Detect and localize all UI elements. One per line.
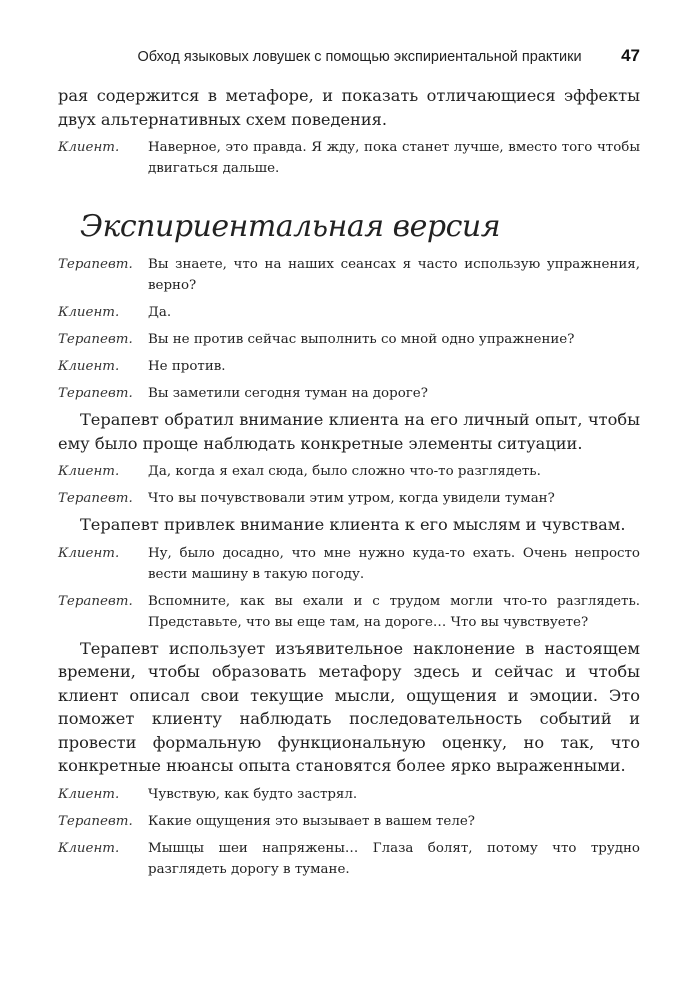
- speaker-label: Терапевт.: [58, 593, 133, 609]
- dialogue-line: [58, 461, 640, 482]
- commentary-paragraph-2: Терапевт привлек внимание клиента к его мыслям и чувствам.: [80, 515, 626, 534]
- running-title: Обход языковых ловушек с помощью экспириентальной практики: [137, 49, 582, 65]
- page-body: [58, 84, 640, 880]
- commentary-paragraph-3: Терапевт использует изъявительное наклонение в настоящем времени, чтобы образовать метафору здесь и сейчас и чтобы клиент описал свои текущие мысли, ощущения и эмоции. Это поможет клиенту наблюдать последовательность событий и провести формальную функциональную оценку, но так, что конкретные нюансы опыта становятся более ярко выраженными.: [58, 638, 640, 775]
- dialogue-line: [58, 383, 640, 404]
- commentary-paragraph-1: Терапевт обратил внимание клиента на его личный опыт, чтобы ему было проще наблюдать конкретные элементы ситуации.: [58, 410, 640, 453]
- dialogue-block-1: [58, 254, 640, 404]
- speaker-label: Терапевт.: [58, 491, 133, 506]
- intro-dialogue: [58, 137, 640, 179]
- dialogue-line: [58, 838, 640, 880]
- utterance-text: Вы не против сейчас выполнить со мной одно упражнение?: [148, 332, 575, 347]
- intro-paragraph: рая содержится в метафоре, и показать отличающиеся эффекты двух альтернативных схем поведения.: [58, 86, 640, 129]
- dialogue-block-4: [58, 784, 640, 880]
- dialogue-line: [58, 811, 640, 832]
- utterance-text: Наверное, это правда. Я жду, пока станет лучше, вместо того чтобы двигаться дальше.: [148, 140, 640, 176]
- speaker-label: Клиент.: [58, 464, 120, 479]
- speaker-label: Терапевт.: [58, 813, 133, 829]
- dialogue-line: [58, 302, 640, 323]
- utterance-text: Вы заметили сегодня туман на дороге?: [148, 386, 428, 401]
- dialogue-block-3: [58, 543, 640, 633]
- speaker-label: Клиент.: [58, 305, 120, 320]
- page-number: 47: [621, 46, 640, 65]
- page-header: [58, 46, 640, 66]
- utterance-text: Да, когда я ехал сюда, было сложно что-то разглядеть.: [148, 464, 541, 479]
- utterance-text: Мышцы шеи напряжены… Глаза болят, потому что трудно разглядеть дорогу в тумане.: [148, 840, 640, 877]
- dialogue-line: [58, 543, 640, 585]
- utterance-text: Какие ощущения это вызывает в вашем теле?: [148, 813, 475, 829]
- dialogue-line: [58, 254, 640, 296]
- speaker-label: Терапевт.: [58, 257, 133, 272]
- utterance-text: Вспомните, как вы ехали и с трудом могли что-то разглядеть. Представьте, что вы еще там, на дороге… Что вы чувствуете?: [148, 593, 640, 630]
- speaker-label: Клиент.: [58, 786, 120, 802]
- dialogue-line: [58, 137, 640, 179]
- speaker-label: Клиент.: [58, 140, 120, 155]
- dialogue-line: [58, 784, 640, 805]
- dialogue-line: [58, 591, 640, 633]
- speaker-label: Терапевт.: [58, 332, 133, 347]
- speaker-label: Клиент.: [58, 359, 120, 374]
- section-heading: Экспириентальная версия: [80, 209, 501, 244]
- dialogue-line: [58, 488, 640, 509]
- speaker-label: Клиент.: [58, 840, 120, 856]
- utterance-text: Чувствую, как будто застрял.: [148, 786, 358, 802]
- dialogue-line: [58, 329, 640, 350]
- utterance-text: Да.: [148, 305, 172, 320]
- utterance-text: Ну, было досадно, что мне нужно куда-то ехать. Очень непросто вести машину в такую погоду.: [148, 545, 640, 582]
- utterance-text: Не против.: [148, 359, 226, 374]
- dialogue-block-2: [58, 461, 640, 509]
- speaker-label: Терапевт.: [58, 386, 133, 401]
- utterance-text: Что вы почувствовали этим утром, когда увидели туман?: [148, 491, 555, 506]
- dialogue-line: [58, 356, 640, 377]
- speaker-label: Клиент.: [58, 545, 120, 561]
- utterance-text: Вы знаете, что на наших сеансах я часто использую упражнения, верно?: [148, 257, 640, 293]
